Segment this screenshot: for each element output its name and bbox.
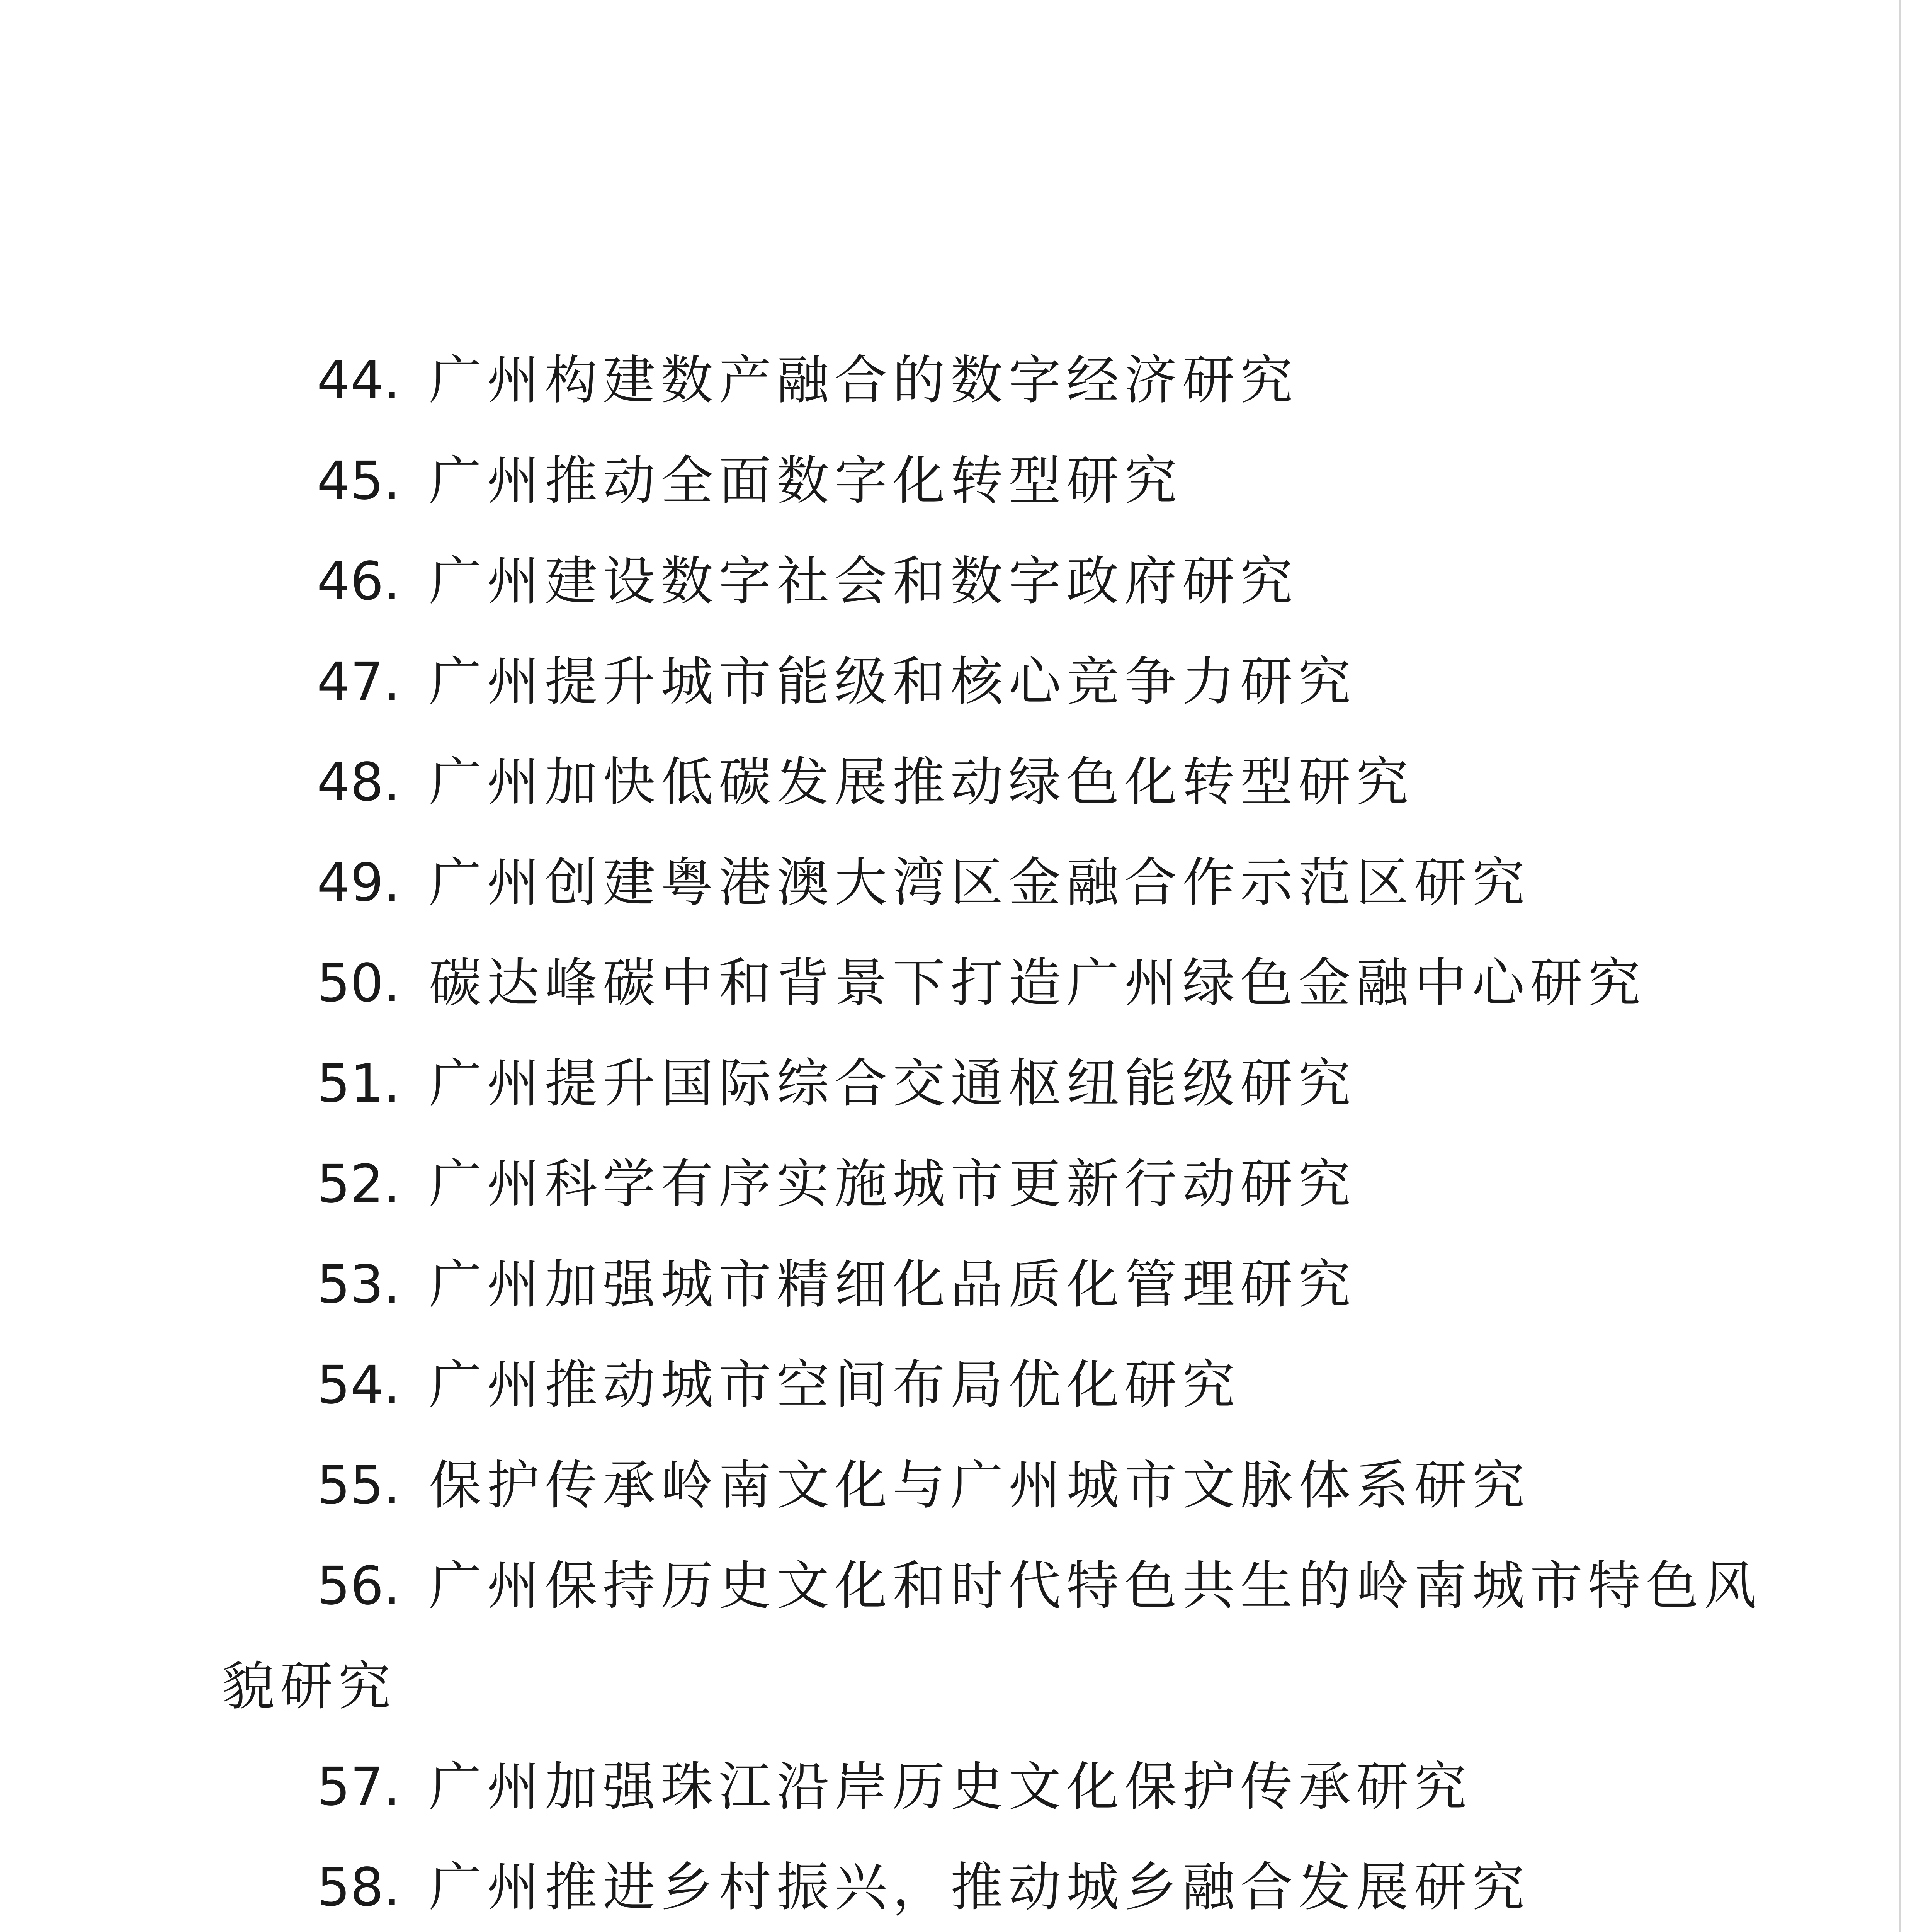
list-item <box>317 1555 1762 1617</box>
list-item <box>317 551 1298 612</box>
list-item <box>317 1153 1356 1215</box>
item-text: 广州推动全面数字化转型研究 <box>429 451 1182 512</box>
item-text: 广州创建粤港澳大湾区金融合作示范区研究 <box>429 852 1530 913</box>
list-item <box>317 852 1530 914</box>
item-text: 保护传承岭南文化与广州城市文脉体系研究 <box>429 1455 1530 1516</box>
list-item <box>317 1053 1356 1115</box>
item-text: 广州保持历史文化和时代特色共生的岭南城市特色风 <box>429 1556 1762 1617</box>
item-number: 46. <box>317 551 401 612</box>
item-text: 广州建设数字社会和数字政府研究 <box>429 551 1298 612</box>
list-item <box>317 1354 1240 1416</box>
item-number: 53. <box>317 1254 401 1315</box>
item-number: 47. <box>317 651 401 713</box>
list-item-continuation: 貌研究 <box>222 1656 396 1717</box>
list-item <box>317 1857 1530 1918</box>
item-number: 50. <box>317 953 401 1014</box>
item-number: 52. <box>317 1154 401 1215</box>
list-item <box>317 450 1182 512</box>
item-number: 48. <box>317 752 401 813</box>
item-text: 广州推进乡村振兴，推动城乡融合发展研究 <box>429 1857 1530 1918</box>
item-text: 广州推动城市空间布局优化研究 <box>429 1355 1240 1416</box>
item-number: 45. <box>317 451 401 512</box>
list-item <box>317 952 1646 1014</box>
list-item <box>317 1756 1472 1818</box>
list-item <box>317 752 1414 813</box>
page-edge-line <box>1899 0 1901 1932</box>
item-text: 广州构建数产融合的数字经济研究 <box>429 350 1298 411</box>
list-item <box>317 350 1298 412</box>
item-text: 广州加强城市精细化品质化管理研究 <box>429 1254 1356 1315</box>
item-number: 49. <box>317 852 401 913</box>
item-text: 广州提升城市能级和核心竞争力研究 <box>429 651 1356 713</box>
item-text: 广州加快低碳发展推动绿色化转型研究 <box>429 752 1414 813</box>
list-item <box>317 1254 1356 1316</box>
item-number: 57. <box>317 1757 401 1818</box>
list-item <box>317 651 1356 713</box>
item-number: 56. <box>317 1556 401 1617</box>
item-number: 51. <box>317 1053 401 1114</box>
item-number: 55. <box>317 1455 401 1516</box>
item-number: 44. <box>317 350 401 411</box>
item-number: 58. <box>317 1857 401 1918</box>
item-text: 碳达峰碳中和背景下打造广州绿色金融中心研究 <box>429 953 1646 1014</box>
list-item <box>317 1455 1530 1517</box>
item-text: 广州提升国际综合交通枢纽能级研究 <box>429 1053 1356 1114</box>
item-text: 广州科学有序实施城市更新行动研究 <box>429 1154 1356 1215</box>
item-text: 广州加强珠江沿岸历史文化保护传承研究 <box>429 1757 1472 1818</box>
item-number: 54. <box>317 1355 401 1416</box>
